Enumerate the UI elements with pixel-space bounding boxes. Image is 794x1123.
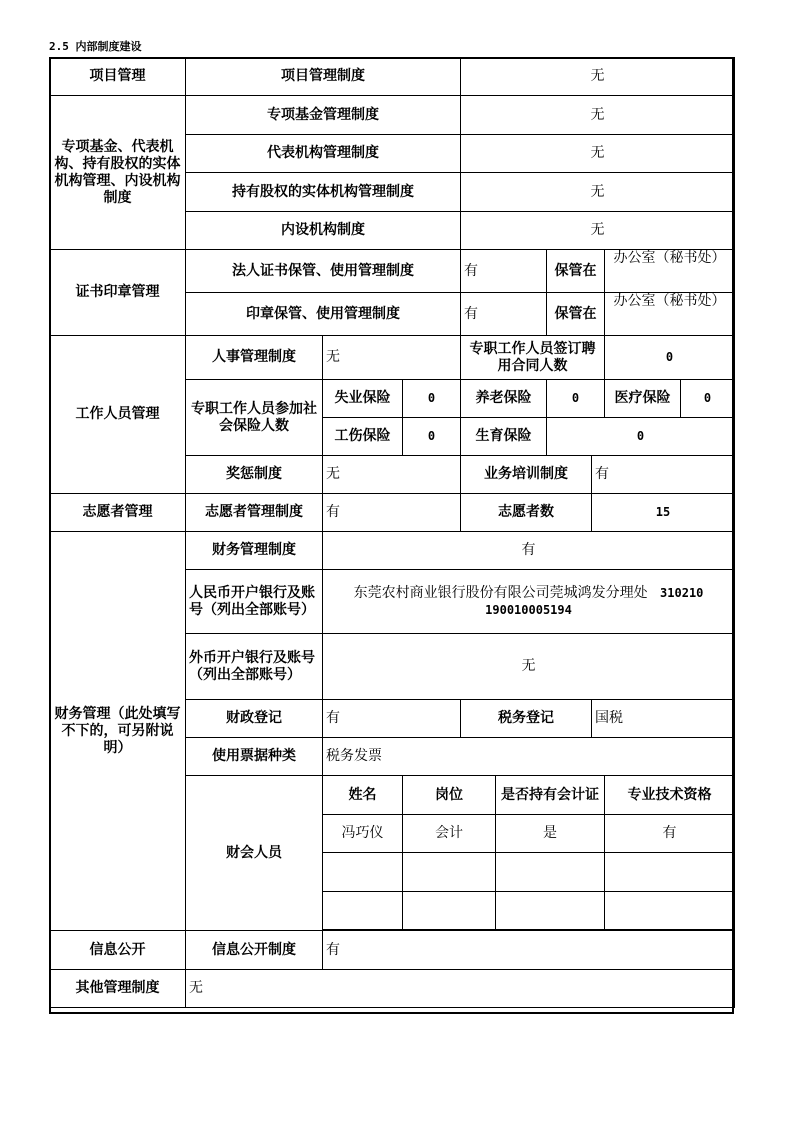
project-row — [50, 58, 735, 96]
special-row-1 — [50, 96, 735, 135]
special-label-2: 代表机构管理制度 — [186, 135, 461, 173]
special-label-3: 持有股权的实体机构管理制度 — [186, 173, 461, 212]
maternity-value[interactable]: 0 — [547, 418, 735, 456]
accountant-cert[interactable]: 是 — [496, 815, 605, 853]
pension-value[interactable]: 0 — [547, 380, 605, 418]
accountant-header-name: 姓名 — [323, 776, 403, 815]
finance-row-system — [50, 532, 735, 570]
receipt-value[interactable]: 税务发票 — [323, 738, 735, 776]
other-category: 其他管理制度 — [50, 970, 186, 1008]
rmb-account-2: 190010005194 — [485, 602, 572, 617]
accountant-header-qual: 专业技术资格 — [605, 776, 735, 815]
special-value-3[interactable]: 无 — [461, 173, 735, 212]
contract-value[interactable]: 0 — [605, 336, 735, 380]
disclosure-category: 信息公开 — [50, 931, 186, 970]
contract-label: 专职工作人员签订聘用合同人数 — [461, 336, 605, 380]
unemployment-label: 失业保险 — [323, 380, 403, 418]
pension-label: 养老保险 — [461, 380, 547, 418]
rmb-account-1: 310210 — [660, 585, 704, 600]
receipt-label: 使用票据种类 — [186, 738, 323, 776]
accountant-post[interactable] — [403, 853, 496, 892]
accountant-qual[interactable] — [605, 853, 735, 892]
accountant-post[interactable]: 会计 — [403, 815, 496, 853]
volunteer-count-label: 志愿者数 — [461, 494, 592, 532]
other-value[interactable]: 无 — [186, 970, 735, 1008]
rmb-bank: 东莞农村商业银行股份有限公司莞城鸿发分理处 — [353, 584, 648, 601]
tax-value[interactable]: 国税 — [592, 700, 735, 738]
finance-system-value[interactable]: 有 — [323, 532, 735, 570]
hr-label: 人事管理制度 — [186, 336, 323, 380]
reward-value[interactable]: 无 — [323, 456, 461, 494]
seal-keep-label-1: 保管在 — [547, 250, 605, 293]
rmb-account[interactable] — [323, 570, 735, 634]
training-value[interactable]: 有 — [592, 456, 735, 494]
accountant-cert[interactable] — [496, 853, 605, 892]
injury-value[interactable]: 0 — [403, 418, 461, 456]
seal-label-1: 法人证书保管、使用管理制度 — [186, 250, 461, 293]
rmb-label: 人民币开户银行及账号（列出全部账号） — [186, 570, 323, 634]
training-label: 业务培训制度 — [461, 456, 592, 494]
reward-label: 奖惩制度 — [186, 456, 323, 494]
staff-category: 工作人员管理 — [50, 336, 186, 494]
fx-label: 外币开户银行及账号（列出全部账号） — [186, 634, 323, 700]
accountant-post[interactable] — [403, 892, 496, 930]
seal-keep-value-1[interactable]: 办公室（秘书处） — [605, 250, 735, 293]
volunteer-system-value[interactable]: 有 — [323, 494, 461, 532]
accountant-name[interactable] — [323, 892, 403, 930]
special-value-4[interactable]: 无 — [461, 212, 735, 250]
fiscal-label: 财政登记 — [186, 700, 323, 738]
fx-value[interactable]: 无 — [323, 634, 735, 700]
volunteer-row — [50, 494, 735, 532]
insurance-label: 专职工作人员参加社会保险人数 — [186, 380, 323, 456]
staff-row-hr — [50, 336, 735, 380]
project-value[interactable]: 无 — [461, 58, 735, 96]
fiscal-value[interactable]: 有 — [323, 700, 461, 738]
other-row — [50, 970, 735, 1008]
seal-keep-label-2: 保管在 — [547, 293, 605, 336]
internal-system-table — [49, 57, 735, 1008]
seal-row-1 — [50, 250, 735, 293]
maternity-label: 生育保险 — [461, 418, 547, 456]
medical-value[interactable]: 0 — [681, 380, 735, 418]
accountant-qual[interactable]: 有 — [605, 815, 735, 853]
disclosure-label: 信息公开制度 — [186, 931, 323, 970]
disclosure-row — [50, 931, 735, 970]
accountant-name[interactable]: 冯巧仪 — [323, 815, 403, 853]
accountant-header-post: 岗位 — [403, 776, 496, 815]
special-category: 专项基金、代表机构、持有股权的实体机构管理、内设机构制度 — [50, 96, 186, 250]
accountant-header-cert: 是否持有会计证 — [496, 776, 605, 815]
seal-category: 证书印章管理 — [50, 250, 186, 336]
volunteer-count-value[interactable]: 15 — [592, 494, 735, 532]
finance-category: 财务管理（此处填写不下的，可另附说明） — [50, 532, 186, 931]
accountant-label: 财会人员 — [186, 776, 323, 931]
project-category: 项目管理 — [50, 58, 186, 96]
injury-label: 工伤保险 — [323, 418, 403, 456]
special-value-2[interactable]: 无 — [461, 135, 735, 173]
finance-system-label: 财务管理制度 — [186, 532, 323, 570]
accountant-cert[interactable] — [496, 892, 605, 930]
special-label-4: 内设机构制度 — [186, 212, 461, 250]
seal-value-2[interactable]: 有 — [461, 293, 547, 336]
volunteer-system-label: 志愿者管理制度 — [186, 494, 323, 532]
volunteer-category: 志愿者管理 — [50, 494, 186, 532]
hr-value[interactable]: 无 — [323, 336, 461, 380]
seal-label-2: 印章保管、使用管理制度 — [186, 293, 461, 336]
seal-keep-value-2[interactable]: 办公室（秘书处） — [605, 293, 735, 336]
seal-value-1[interactable]: 有 — [461, 250, 547, 293]
tax-label: 税务登记 — [461, 700, 592, 738]
section-heading: 2.5 内部制度建设 — [49, 40, 142, 53]
accountant-qual[interactable] — [605, 892, 735, 930]
medical-label: 医疗保险 — [605, 380, 681, 418]
accountant-name[interactable] — [323, 853, 403, 892]
special-value-1[interactable]: 无 — [461, 96, 735, 135]
special-label-1: 专项基金管理制度 — [186, 96, 461, 135]
project-label: 项目管理制度 — [186, 58, 461, 96]
unemployment-value[interactable]: 0 — [403, 380, 461, 418]
disclosure-value[interactable]: 有 — [323, 931, 735, 970]
